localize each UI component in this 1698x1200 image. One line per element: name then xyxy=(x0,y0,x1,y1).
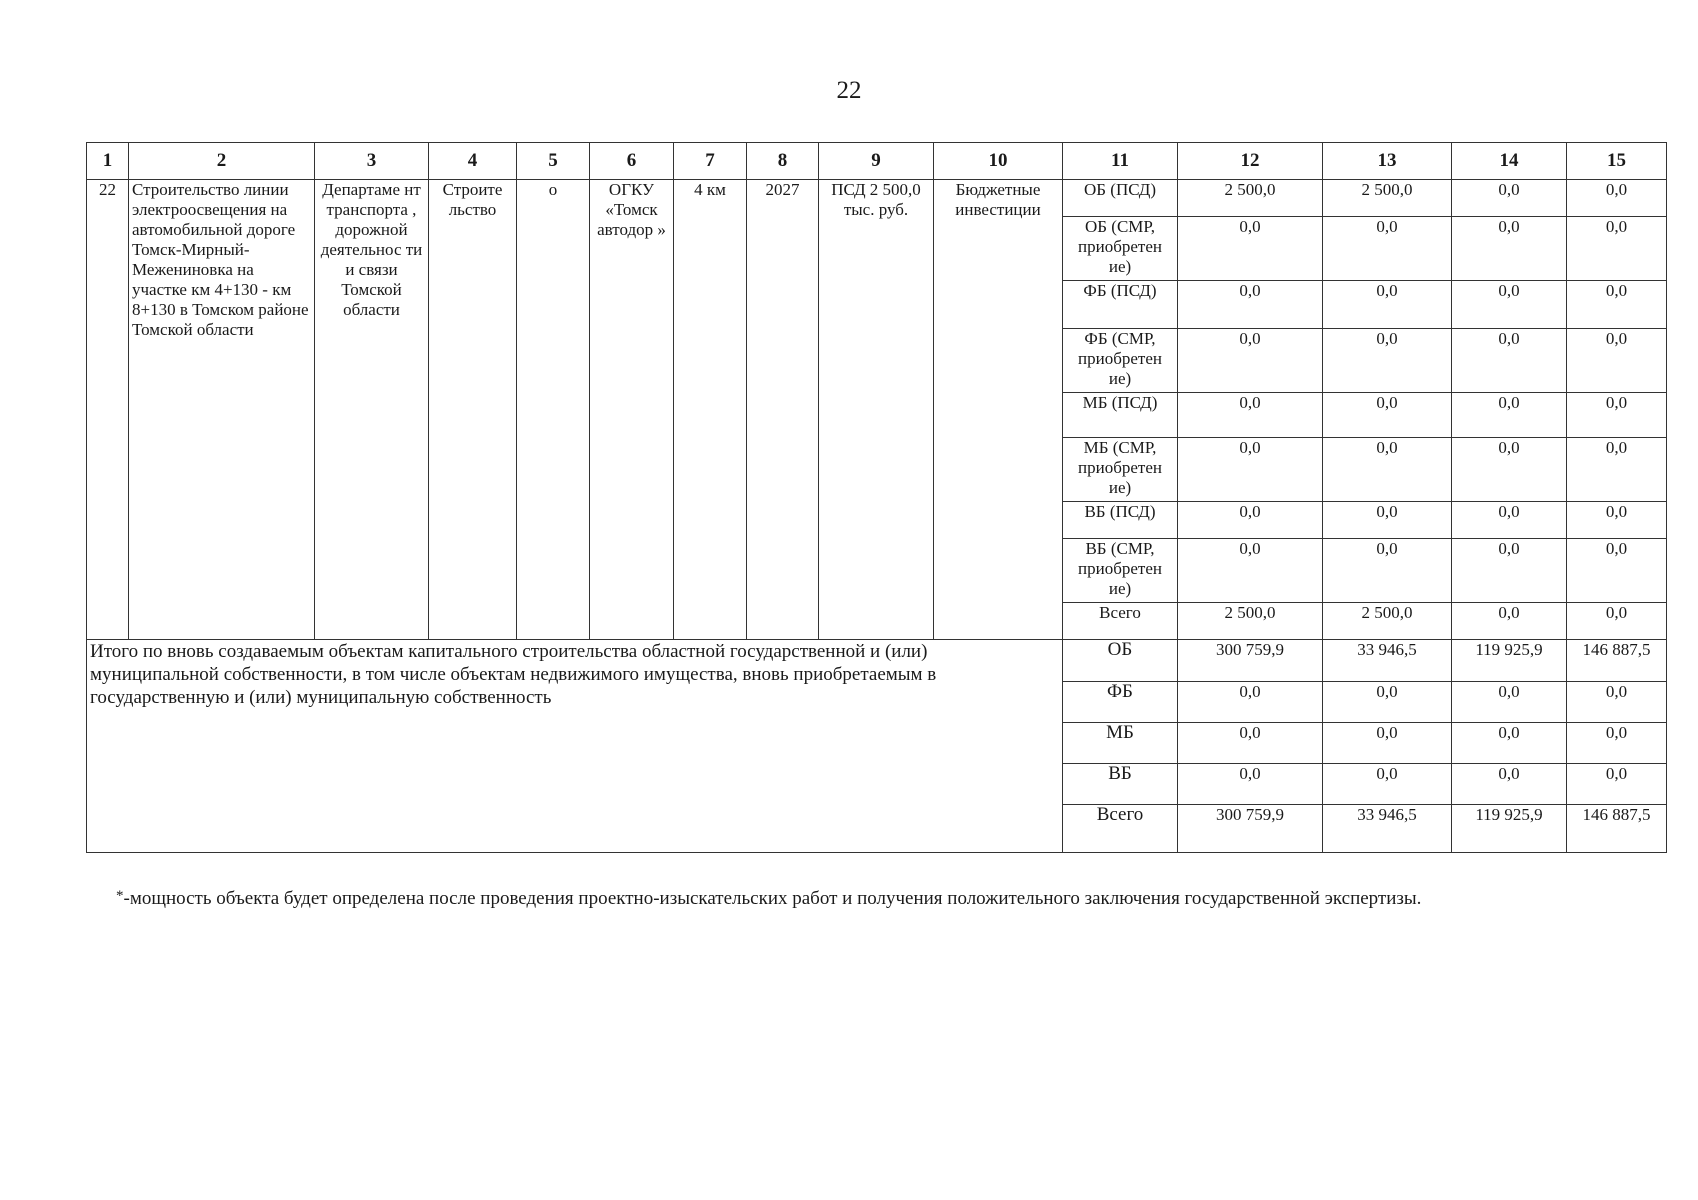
summary-value-13: 0,0 xyxy=(1323,723,1452,764)
investment-type: Бюджетные инвестиции xyxy=(934,180,1063,640)
col-header-1: 1 xyxy=(87,143,129,180)
summary-value-14: 119 925,9 xyxy=(1452,640,1567,682)
value-14: 0,0 xyxy=(1452,502,1567,539)
summary-source: МБ xyxy=(1063,723,1178,764)
value-13: 0,0 xyxy=(1323,393,1452,438)
summary-value-12: 300 759,9 xyxy=(1178,805,1323,853)
capital-construction-table xyxy=(86,142,1667,853)
col-header-4: 4 xyxy=(429,143,517,180)
value-15: 0,0 xyxy=(1567,603,1667,640)
work-type: Строите льство xyxy=(429,180,517,640)
object-number: 22 xyxy=(87,180,129,640)
col-header-3: 3 xyxy=(315,143,429,180)
value-12: 0,0 xyxy=(1178,539,1323,603)
value-14: 0,0 xyxy=(1452,180,1567,217)
summary-value-12: 0,0 xyxy=(1178,682,1323,723)
funding-source: Всего xyxy=(1063,603,1178,640)
table-row xyxy=(87,180,1667,217)
col-header-13: 13 xyxy=(1323,143,1452,180)
summary-value-12: 0,0 xyxy=(1178,764,1323,805)
col-header-6: 6 xyxy=(590,143,674,180)
value-12: 2 500,0 xyxy=(1178,180,1323,217)
col-header-2: 2 xyxy=(129,143,315,180)
footnote-marker: * xyxy=(116,888,124,904)
value-13: 0,0 xyxy=(1323,502,1452,539)
summary-value-12: 0,0 xyxy=(1178,723,1323,764)
footnote-text: -мощность объекта будет определена после проведения проектно-изыскательских работ и получения положительного заключения государственной экспертизы. xyxy=(123,888,1422,909)
value-14: 0,0 xyxy=(1452,603,1567,640)
value-15: 0,0 xyxy=(1567,329,1667,393)
summary-value-15: 0,0 xyxy=(1567,764,1667,805)
department: Департаме нт транспорта , дорожной деятельнос ти и связи Томской области xyxy=(315,180,429,640)
summary-value-13: 33 946,5 xyxy=(1323,640,1452,682)
year: 2027 xyxy=(747,180,819,640)
value-15: 0,0 xyxy=(1567,502,1667,539)
col-header-14: 14 xyxy=(1452,143,1567,180)
summary-label: Итого по вновь создаваемым объектам капитального строительства областной государственной и (или) муниципальной собственности, в том числе объектам недвижимого имущества, вновь приобретаемым в государственную и (или) муниципальную собственность xyxy=(87,640,1063,853)
value-15: 0,0 xyxy=(1567,539,1667,603)
funding-source: ВБ (СМР, приобретен ие) xyxy=(1063,539,1178,603)
value-14: 0,0 xyxy=(1452,438,1567,502)
value-12: 0,0 xyxy=(1178,502,1323,539)
customer: ОГКУ «Томск автодор » xyxy=(590,180,674,640)
value-14: 0,0 xyxy=(1452,539,1567,603)
value-12: 0,0 xyxy=(1178,438,1323,502)
col-header-9: 9 xyxy=(819,143,934,180)
value-13: 2 500,0 xyxy=(1323,603,1452,640)
col-header-10: 10 xyxy=(934,143,1063,180)
col5-value: о xyxy=(517,180,590,640)
footnote xyxy=(116,884,1421,911)
summary-value-13: 0,0 xyxy=(1323,682,1452,723)
summary-value-15: 0,0 xyxy=(1567,682,1667,723)
value-15: 0,0 xyxy=(1567,281,1667,329)
value-15: 0,0 xyxy=(1567,180,1667,217)
object-name: Строительство линии электроосвещения на автомобильной дороге Томск-Мирный-Межениновка на участке км 4+130 - км 8+130 в Томском районе Томской области xyxy=(129,180,315,640)
funding-source: ФБ (СМР, приобретен ие) xyxy=(1063,329,1178,393)
col-header-7: 7 xyxy=(674,143,747,180)
funding-source: МБ (ПСД) xyxy=(1063,393,1178,438)
value-12: 0,0 xyxy=(1178,281,1323,329)
funding-source: ВБ (ПСД) xyxy=(1063,502,1178,539)
value-13: 0,0 xyxy=(1323,329,1452,393)
summary-row xyxy=(87,640,1667,682)
value-13: 0,0 xyxy=(1323,539,1452,603)
summary-source: ВБ xyxy=(1063,764,1178,805)
summary-value-14: 119 925,9 xyxy=(1452,805,1567,853)
col-header-5: 5 xyxy=(517,143,590,180)
funding-source: ФБ (ПСД) xyxy=(1063,281,1178,329)
col-header-12: 12 xyxy=(1178,143,1323,180)
summary-value-13: 33 946,5 xyxy=(1323,805,1452,853)
summary-value-15: 146 887,5 xyxy=(1567,640,1667,682)
summary-source: ФБ xyxy=(1063,682,1178,723)
value-15: 0,0 xyxy=(1567,438,1667,502)
value-14: 0,0 xyxy=(1452,393,1567,438)
funding-source: ОБ (ПСД) xyxy=(1063,180,1178,217)
funding-source: ОБ (СМР, приобретен ие) xyxy=(1063,217,1178,281)
value-13: 0,0 xyxy=(1323,281,1452,329)
summary-value-14: 0,0 xyxy=(1452,723,1567,764)
capacity: 4 км xyxy=(674,180,747,640)
value-12: 2 500,0 xyxy=(1178,603,1323,640)
value-12: 0,0 xyxy=(1178,217,1323,281)
summary-value-15: 0,0 xyxy=(1567,723,1667,764)
value-15: 0,0 xyxy=(1567,393,1667,438)
value-13: 2 500,0 xyxy=(1323,180,1452,217)
summary-source: ОБ xyxy=(1063,640,1178,682)
col-header-11: 11 xyxy=(1063,143,1178,180)
value-15: 0,0 xyxy=(1567,217,1667,281)
value-12: 0,0 xyxy=(1178,393,1323,438)
page-number: 22 xyxy=(836,77,862,104)
summary-value-15: 146 887,5 xyxy=(1567,805,1667,853)
col-header-8: 8 xyxy=(747,143,819,180)
summary-value-12: 300 759,9 xyxy=(1178,640,1323,682)
value-14: 0,0 xyxy=(1452,217,1567,281)
summary-value-14: 0,0 xyxy=(1452,764,1567,805)
header-row xyxy=(87,143,1667,180)
psd-cost: ПСД 2 500,0 тыс. руб. xyxy=(819,180,934,640)
value-13: 0,0 xyxy=(1323,438,1452,502)
summary-value-13: 0,0 xyxy=(1323,764,1452,805)
value-12: 0,0 xyxy=(1178,329,1323,393)
value-13: 0,0 xyxy=(1323,217,1452,281)
summary-source: Всего xyxy=(1063,805,1178,853)
funding-source: МБ (СМР, приобретен ие) xyxy=(1063,438,1178,502)
col-header-15: 15 xyxy=(1567,143,1667,180)
value-14: 0,0 xyxy=(1452,329,1567,393)
value-14: 0,0 xyxy=(1452,281,1567,329)
summary-value-14: 0,0 xyxy=(1452,682,1567,723)
